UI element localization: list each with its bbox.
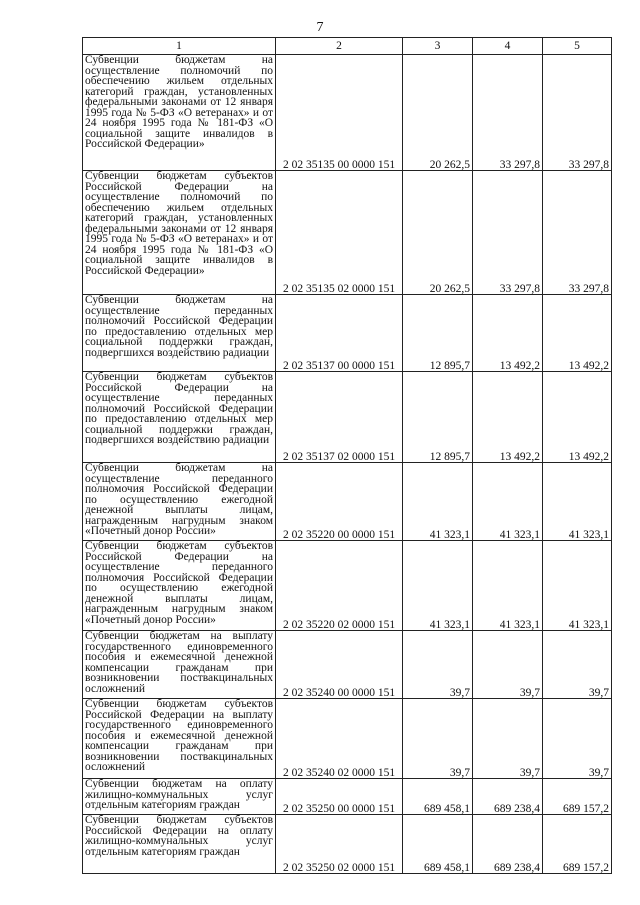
budget-code: 2 02 35137 02 0000 151	[276, 372, 403, 463]
value-col4: 689 238,4	[473, 779, 543, 815]
value-col5: 13 492,2	[543, 295, 612, 372]
column-header: 5	[543, 38, 612, 55]
value-col4: 41 323,1	[473, 541, 543, 631]
budget-code: 2 02 35137 00 0000 151	[276, 295, 403, 372]
row-description: Субвенции бюджетам на оплату жилищно-коммунальных услуг отдельным категориям граждан	[83, 779, 276, 815]
row-description: Субвенции бюджетам на осуществление переданных полномочий Российской Федерации по предоставлению отдельных мер социальной поддержки граждан, подвергшихся воздействию радиации	[83, 295, 276, 372]
value-col5: 39,7	[543, 699, 612, 779]
value-col4: 33 297,8	[473, 171, 543, 295]
value-col4: 689 238,4	[473, 815, 543, 874]
row-description: Субвенции бюджетам субъектов Российской Федерации на выплату государственного единовременного пособия и ежемесячной денежной компенсации гражданам при возникновении поствакцинальных осложнений	[83, 699, 276, 779]
table-row	[83, 372, 612, 463]
table-row	[83, 631, 612, 699]
budget-code: 2 02 35220 02 0000 151	[276, 541, 403, 631]
value-col4: 39,7	[473, 699, 543, 779]
row-description: Субвенции бюджетам субъектов Российской Федерации на осуществление полномочий по обеспечению жильем отдельных категорий граждан, установленных федеральными законами от 12 января 1995 года № 5-ФЗ «О ветеранах» и от 24 ноября 1995 года № 181-ФЗ «О социальной защите инвалидов в Российской Федерации»	[83, 171, 276, 295]
value-col5: 41 323,1	[543, 541, 612, 631]
value-col3: 39,7	[403, 699, 473, 779]
row-description: Субвенции бюджетам субъектов Российской Федерации на осуществление переданного полномочия Российской Федерации по осуществлению ежегодной денежной выплаты лицам, награжденным нагрудным знаком «Почетный донор России»	[83, 541, 276, 631]
header-row	[83, 38, 612, 55]
table-row	[83, 171, 612, 295]
row-description: Субвенции бюджетам на осуществление полномочий по обеспечению жильем отдельных категорий граждан, установленных федеральными законами от 12 января 1995 года № 5-ФЗ «О ветеранах» и от 24 ноября 1995 года № 181-ФЗ «О социальной защите инвалидов в Российской Федерации»	[83, 55, 276, 171]
budget-code: 2 02 35220 00 0000 151	[276, 463, 403, 541]
budget-code: 2 02 35135 02 0000 151	[276, 171, 403, 295]
column-header: 3	[403, 38, 473, 55]
value-col5: 689 157,2	[543, 815, 612, 874]
table-row	[83, 55, 612, 171]
table-row	[83, 541, 612, 631]
row-description: Субвенции бюджетам на осуществление переданного полномочия Российской Федерации по осуществлению ежегодной денежной выплаты лицам, награжденным нагрудным знаком «Почетный донор России»	[83, 463, 276, 541]
budget-table	[82, 37, 612, 874]
value-col5: 33 297,8	[543, 171, 612, 295]
row-description: Субвенции бюджетам субъектов Российской Федерации на осуществление переданных полномочий Российской Федерации по предоставлению отдельных мер социальной поддержки граждан, подвергшихся воздействию радиации	[83, 372, 276, 463]
value-col3: 689 458,1	[403, 779, 473, 815]
value-col3: 20 262,5	[403, 55, 473, 171]
column-header: 1	[83, 38, 276, 55]
value-col3: 689 458,1	[403, 815, 473, 874]
budget-code: 2 02 35250 00 0000 151	[276, 779, 403, 815]
value-col3: 39,7	[403, 631, 473, 699]
table-row	[83, 779, 612, 815]
budget-code: 2 02 35240 00 0000 151	[276, 631, 403, 699]
value-col4: 13 492,2	[473, 372, 543, 463]
table-row	[83, 815, 612, 874]
value-col3: 12 895,7	[403, 372, 473, 463]
table-row	[83, 463, 612, 541]
page-number: 7	[316, 20, 324, 35]
value-col3: 41 323,1	[403, 541, 473, 631]
value-col3: 12 895,7	[403, 295, 473, 372]
budget-code: 2 02 35240 02 0000 151	[276, 699, 403, 779]
value-col4: 39,7	[473, 631, 543, 699]
budget-code: 2 02 35250 02 0000 151	[276, 815, 403, 874]
column-header: 2	[276, 38, 403, 55]
row-description: Субвенции бюджетам на выплату государственного единовременного пособия и ежемесячной денежной компенсации гражданам при возникновении поствакцинальных осложнений	[83, 631, 276, 699]
table-row	[83, 699, 612, 779]
row-description: Субвенции бюджетам субъектов Российской Федерации на оплату жилищно-коммунальных услуг отдельным категориям граждан	[83, 815, 276, 874]
value-col5: 39,7	[543, 631, 612, 699]
value-col4: 33 297,8	[473, 55, 543, 171]
value-col4: 13 492,2	[473, 295, 543, 372]
value-col5: 689 157,2	[543, 779, 612, 815]
table-row	[83, 295, 612, 372]
value-col5: 33 297,8	[543, 55, 612, 171]
value-col4: 41 323,1	[473, 463, 543, 541]
budget-code: 2 02 35135 00 0000 151	[276, 55, 403, 171]
value-col5: 13 492,2	[543, 372, 612, 463]
value-col3: 20 262,5	[403, 171, 473, 295]
value-col3: 41 323,1	[403, 463, 473, 541]
column-header: 4	[473, 38, 543, 55]
value-col5: 41 323,1	[543, 463, 612, 541]
